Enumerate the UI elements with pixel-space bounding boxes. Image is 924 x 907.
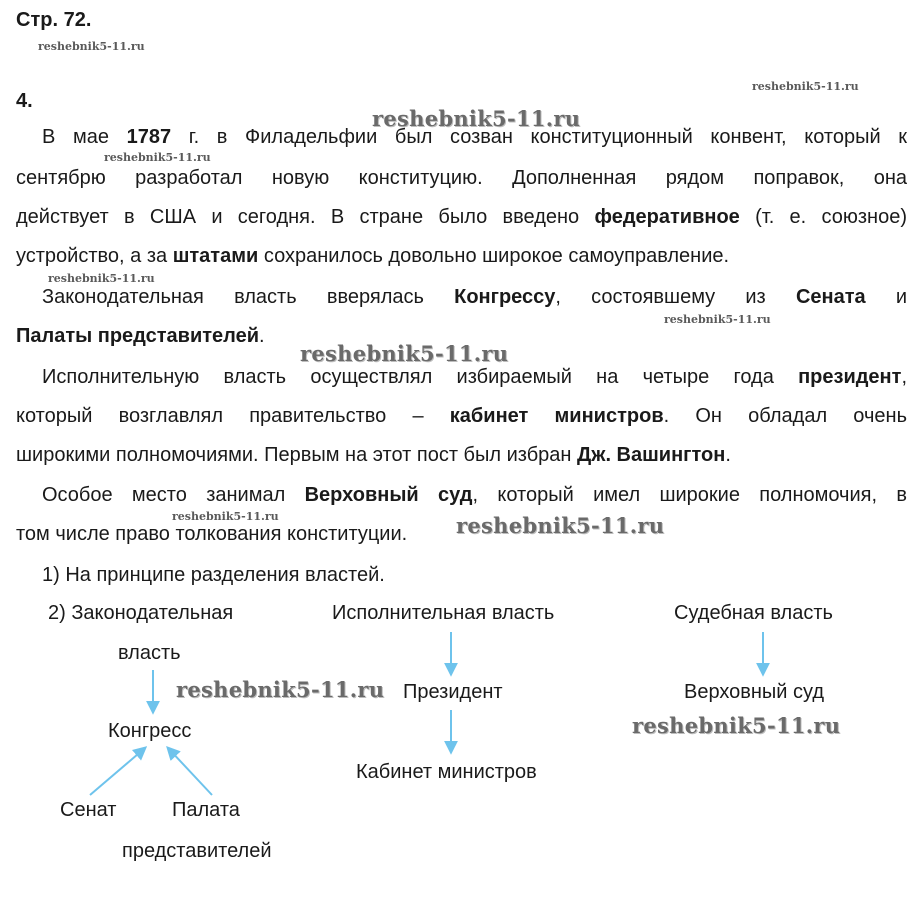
legislative-label-2: власть [118,642,181,664]
watermark: reshebnik5-11.ru [664,313,771,326]
bold-term: Конгрессу [454,286,556,308]
arrow-senate-to-congress [90,748,145,795]
text-run: , состоявшему из [555,286,796,308]
judicial-label: Судебная власть [674,602,833,624]
bold-term: 1787 [126,126,172,148]
text-run: широкими полномочиями. Первым на этот пост был избран [16,444,578,466]
house-label-2: представителей [122,840,272,862]
watermark: reshebnik5-11.ru [104,151,211,164]
text-run: сохранилось довольно широкое самоуправление. [258,245,730,267]
watermark: reshebnik5-11.ru [176,677,385,702]
text-run: . Он обладал очень [663,405,907,427]
text-run: , который имел широкие полномочия, в [472,484,907,506]
bold-term: президент [798,366,902,388]
text-run: действует в США и сегодня. В стране было введено [16,206,595,228]
watermark: reshebnik5-11.ru [456,513,665,538]
watermark: reshebnik5-11.ru [172,510,279,523]
executive-label: Исполнительная власть [332,602,555,624]
page-title: Стр. 72. [16,9,92,31]
paragraph-1-line-2: сентябрю разработал новую конституцию. Дополненная рядом поправок, она [16,167,907,189]
paragraph-4-line-2: том числе право толкования конституции. [16,523,408,545]
text-run: Исполнительную власть осуществлял избираемый на четыре года [42,366,799,388]
watermark: reshebnik5-11.ru [38,40,145,53]
text-run: Особое место занимал [42,484,305,506]
text-run: устройство, а за [16,245,173,267]
watermark: reshebnik5-11.ru [48,272,155,285]
text-run: (т. е. союзное) [739,206,907,228]
answer-1: 1) На принципе разделения властей. [42,564,385,586]
watermark: reshebnik5-11.ru [372,106,581,131]
bold-term: штатами [172,245,259,267]
house-label: Палата [172,799,240,821]
senate-label: Сенат [60,799,117,821]
bold-term: Сената [795,286,866,308]
text-run: Законодательная власть вверялась [42,286,455,308]
president-label: Президент [403,681,503,703]
text-run: , [901,366,907,388]
bold-term: Верховный суд [304,484,473,506]
watermark: reshebnik5-11.ru [752,80,859,93]
text-run: который возглавлял правительство – [16,405,450,427]
task-number: 4. [16,90,33,112]
text-run: . [259,325,265,347]
watermark: reshebnik5-11.ru [632,713,841,738]
text-run: . [725,444,731,466]
supreme-court-label: Верховный суд [684,681,825,703]
legislative-label: 2) Законодательная [48,602,234,624]
cabinet-label: Кабинет министров [356,761,537,783]
bold-term: Палаты представителей [16,325,260,347]
text-run: г. в Филадельфии был созван конституционный конвент, который к [171,126,907,148]
text-run: В мае [42,126,127,148]
bold-term: Дж. Вашингтон [577,444,726,466]
congress-label: Конгресс [108,720,192,742]
watermark: reshebnik5-11.ru [300,341,509,366]
text-run: и [865,286,908,308]
bold-term: федеративное [594,206,740,228]
bold-term: кабинет министров [449,405,664,427]
arrow-house-to-congress [168,748,212,795]
